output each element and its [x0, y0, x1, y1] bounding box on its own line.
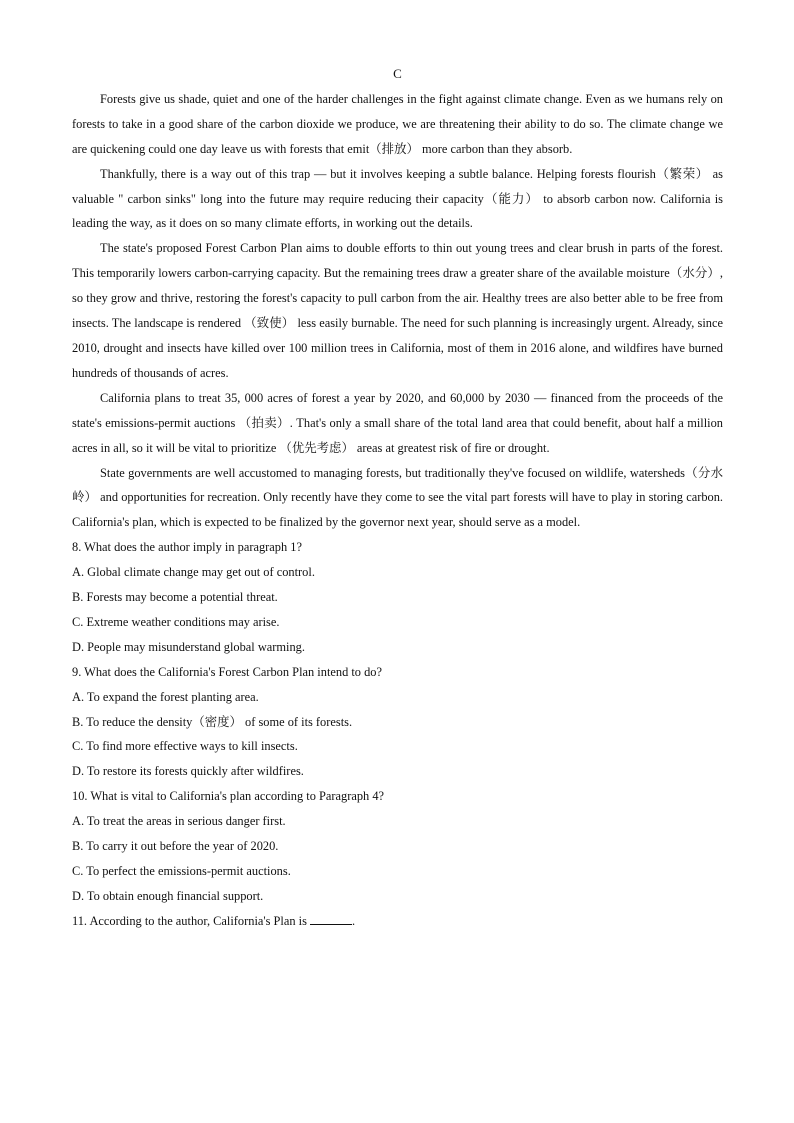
option-d: D. To restore its forests quickly after wildfires. — [72, 764, 304, 779]
option-c: C. To perfect the emissions-permit auctions. — [72, 864, 291, 878]
question-10 — [72, 784, 723, 909]
passage-paragraph-2: Thankfully, there is a way out of this trap — but it involves keeping a subtle balance. Helping forests flourish（繁荣） as valuable " carbon sinks" long into the future may require reducing their capacity（能力） to absorb carbon now. California is leading the way, as it does on so many climate efforts, in working out the details. — [72, 166, 723, 231]
question-stem: 9. What does the California's Forest Carbon Plan intend to do? — [72, 664, 382, 679]
question-9 — [72, 660, 723, 785]
option-c: C. Extreme weather conditions may arise. — [72, 614, 280, 629]
question-11 — [72, 909, 723, 934]
document-page — [72, 62, 723, 934]
question-end-punctuation: . — [352, 913, 356, 928]
option-a: A. Global climate change may get out of control. — [72, 565, 315, 580]
question-stem: 8. What does the author imply in paragraph 1? — [72, 540, 302, 555]
question-stem: 11. According to the author, California's Plan is — [72, 913, 307, 928]
option-b: B. To reduce the density（密度） of some of its forests. — [72, 714, 353, 729]
option-c: C. To find more effective ways to kill insects. — [72, 739, 298, 754]
question-8 — [72, 535, 723, 660]
passage-paragraph-5: State governments are well accustomed to managing forests, but traditionally they've focused on wildlife, watersheds（分水岭） and opportunities for recreation. Only recently have they come to see the vital part forests will have to play in storing carbon. California's plan, which is expected to be finalized by the governor next year, should serve as a model. — [72, 465, 723, 530]
section-letter: C — [393, 66, 402, 81]
answer-blank — [310, 910, 352, 925]
reading-passage — [72, 87, 723, 535]
question-stem: 10. What is vital to California's plan according to Paragraph 4? — [72, 789, 385, 804]
option-d: D. People may misunderstand global warming. — [72, 639, 305, 654]
option-a: A. To treat the areas in serious danger first. — [72, 814, 286, 829]
passage-paragraph-4: California plans to treat 35, 000 acres of forest a year by 2020, and 60,000 by 2030 — financed from the proceeds of the state's emissions-permit auctions （拍卖）. That's only a small share of the total land area that could benefit, about half a million acres in all, so it will be vital to prioritize （优先考虑） areas at greatest risk of fire or drought. — [72, 390, 723, 455]
passage-paragraph-1: Forests give us shade, quiet and one of the harder challenges in the fight against climate change. Even as we humans rely on forests to take in a good share of the carbon dioxide we produce, we are threatening their ability to do so. The climate change we are quickening could one day leave us with forests that emit（排放） more carbon than they absorb. — [72, 91, 723, 156]
option-a: A. To expand the forest planting area. — [72, 689, 259, 704]
option-b: B. Forests may become a potential threat. — [72, 590, 278, 605]
option-b: B. To carry it out before the year of 2020. — [72, 839, 279, 854]
option-d: D. To obtain enough financial support. — [72, 888, 264, 903]
passage-paragraph-3: The state's proposed Forest Carbon Plan aims to double efforts to thin out young trees and clear brush in parts of the forest. This temporarily lowers carbon-carrying capacity. But the remaining trees draw a greater share of the available moisture（水分）, so they grow and thrive, restoring the forest's capacity to pull carbon from the air. Healthy trees are also better able to be free from insects. The landscape is rendered （致使） less easily burnable. The need for such planning is increasingly urgent. Already, since 2010, drought and insects have killed over 100 million trees in California, most of them in 2016 alone, and wildfires have burned hundreds of thousands of acres. — [72, 241, 723, 380]
